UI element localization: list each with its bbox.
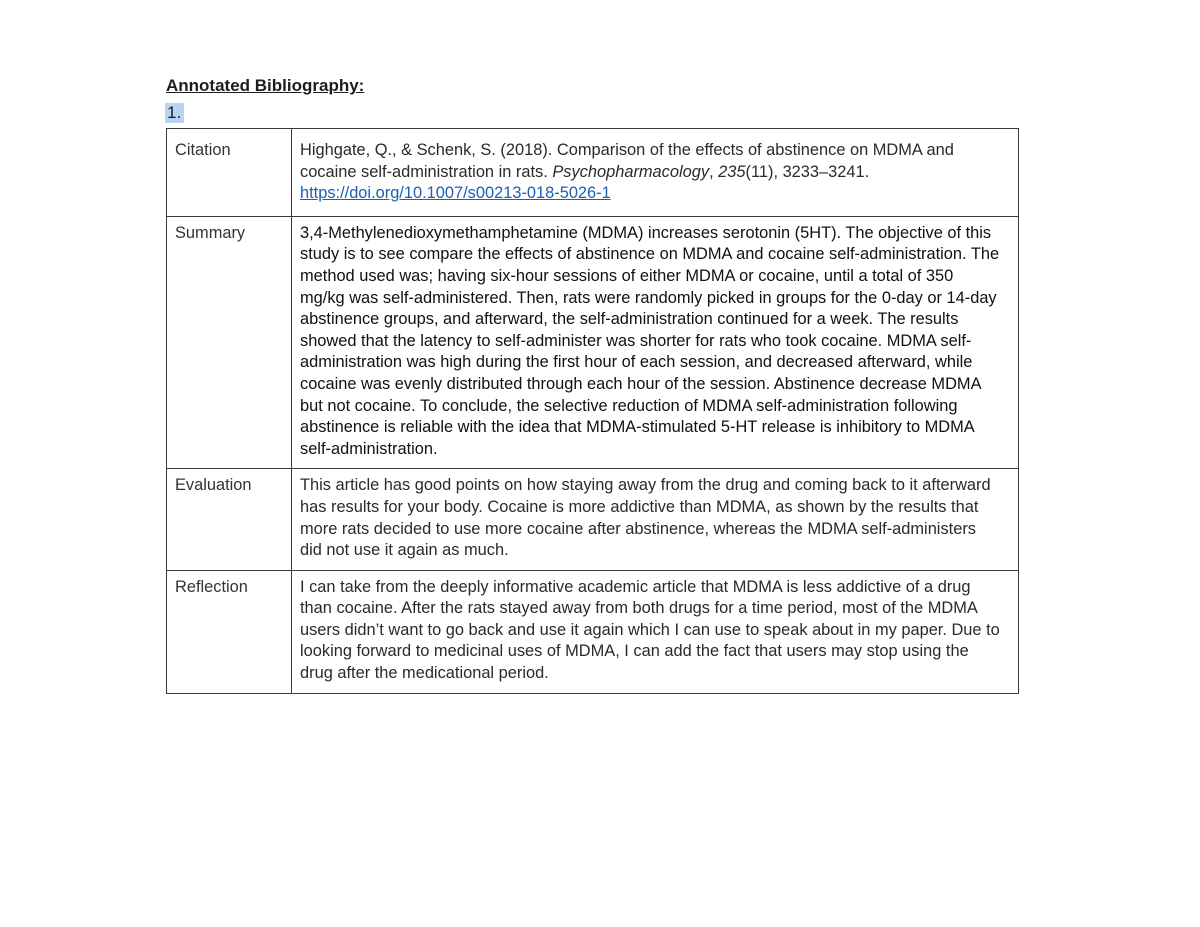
reflection-text: I can take from the deeply informative academic article that MDMA is less addictive of a drug than cocaine. After the rats stayed away from both drugs for a time period, most of the MDMA users didn’t want to go back and use it again which I can use to speak about in my paper. Due to looking forward to medicinal uses of MDMA, I can add the fact that users may stop using the drug after the medicational period. <box>292 570 1019 693</box>
row-label-evaluation: Evaluation <box>167 469 292 570</box>
table-row-reflection <box>167 570 1019 693</box>
row-label-citation: Citation <box>167 129 292 217</box>
list-number[interactable]: 1. <box>165 103 184 123</box>
row-label-summary: Summary <box>167 216 292 469</box>
summary-text: 3,4-Methylenedioxymethamphetamine (MDMA) increases serotonin (5HT). The objective of this study is to see compare the effects of abstinence on MDMA and cocaine self-administration. The method used was; having six-hour sessions of either MDMA or cocaine, until a total of 350 mg/kg was self-administered. Then, rats were randomly picked in groups for the 0-day or 14-day abstinence groups, and afterward, the self-administration continued for a week. The results showed that the latency to self-administer was shorter for rats who took cocaine. MDMA self-administration was high during the first hour of each session, and decreased afterward, while cocaine was evenly distributed through each hour of the session. Abstinence decrease MDMA but not cocaine. To conclude, the selective reduction of MDMA self-administration following abstinence is reliable with the idea that MDMA-stimulated 5-HT release is inhibitory to MDMA self-administration. <box>292 216 1019 469</box>
doi-link[interactable]: https://doi.org/10.1007/s00213-018-5026-1 <box>300 184 611 203</box>
citation-issue-pages: (11), 3233–3241. <box>745 162 870 181</box>
page-title: Annotated Bibliography: <box>166 76 365 95</box>
table-row-citation <box>167 129 1019 217</box>
evaluation-text: This article has good points on how staying away from the drug and coming back to it afterward has results for your body. Cocaine is more addictive than MDMA, as shown by the results that more rats decided to use more cocaine after abstinence, whereas the MDMA self-administers did not use it again as much. <box>292 469 1019 570</box>
citation-separator: , <box>709 162 719 181</box>
table-row-summary <box>167 216 1019 469</box>
citation-volume: 235 <box>718 162 746 181</box>
bibliography-table <box>166 128 1019 694</box>
citation-journal: Psychopharmacology <box>552 162 710 181</box>
citation-cell <box>292 129 1019 217</box>
table-row-evaluation <box>167 469 1019 570</box>
citation-text: Highgate, Q., & Schenk, S. (2018). Comparison of the effects of abstinence on MDMA and cocaine self-administration in rats. <box>300 141 954 181</box>
row-label-reflection: Reflection <box>167 570 292 693</box>
